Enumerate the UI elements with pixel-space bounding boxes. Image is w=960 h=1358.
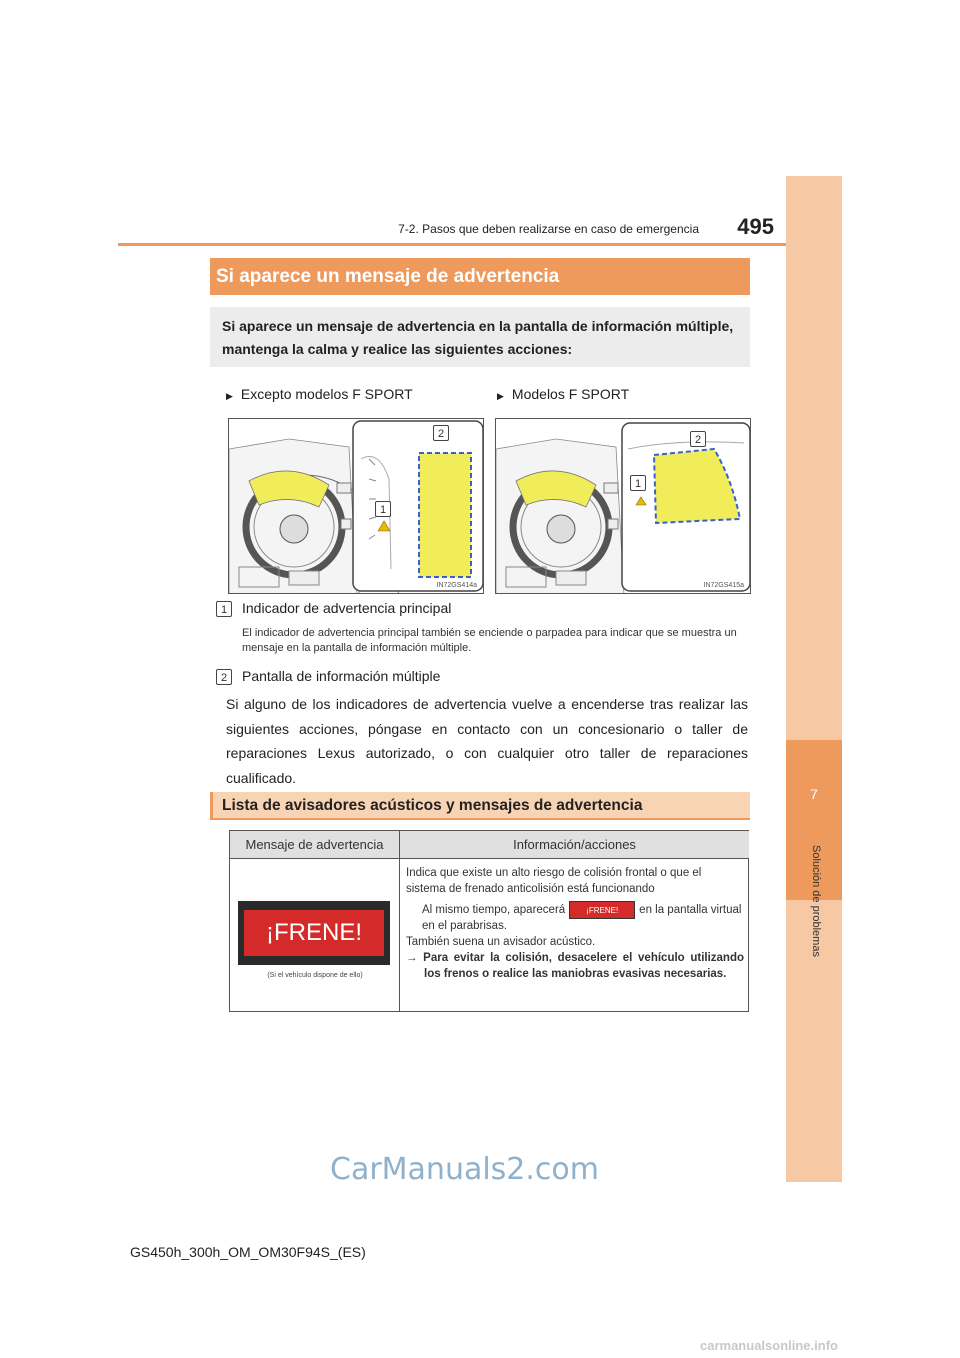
section-heading-warning-message: Si aparece un mensaje de advertencia [210, 258, 750, 295]
label-fsport-text: Modelos F SPORT [511, 386, 630, 402]
chapter-number: 7 [810, 786, 818, 802]
table-header-info: Información/acciones [400, 831, 749, 859]
dashboard-illustration-non-fsport [228, 418, 484, 594]
watermark-logo: CarManuals2.com [330, 1152, 600, 1187]
section-heading-warning-list: Lista de avisadores acústicos y mensajes de advertencia [210, 792, 750, 820]
chapter-label-container [806, 820, 826, 990]
callout-1-right: 1 [630, 475, 646, 491]
label-non-fsport [226, 386, 413, 402]
label-fsport [497, 386, 629, 402]
info-line-2 [406, 901, 744, 935]
table-info-cell [406, 866, 744, 982]
action-line [406, 951, 744, 982]
arrow-icon: → [406, 952, 418, 964]
footer-model-code: GS450h_300h_OM_OM30F94S_(ES) [130, 1244, 366, 1260]
triangle-bullet-icon: ▶ [226, 391, 233, 401]
triangle-bullet-icon: ▶ [497, 391, 504, 401]
dashboard-drawing-right [496, 419, 751, 594]
chapter-label: Solución de problemas [810, 845, 822, 957]
frene-inline-badge: ¡FRENE! [569, 901, 635, 919]
table-column-divider [399, 859, 400, 1012]
info-line-2b: en la pantalla virtual en el parabrisas. [422, 904, 742, 932]
page-number: 495 [737, 214, 774, 239]
action-text: Para evitar la colisión, desacelere el vehículo utilizando los frenos o realice las maniobras evasivas necesarias. [423, 952, 745, 980]
item2-callout: 2 [216, 669, 232, 685]
frene-availability-note: (Si el vehículo dispone de ello) [267, 972, 363, 979]
item1-title: Indicador de advertencia principal [242, 600, 452, 616]
callout-2-left: 2 [433, 425, 449, 441]
chapter-side-tab [786, 176, 842, 1182]
dashboard-drawing-left [229, 419, 484, 594]
item1-callout: 1 [216, 601, 232, 617]
header-rule [118, 243, 786, 246]
callout-2-right: 2 [690, 431, 706, 447]
info-line-1: Indica que existe un alto riesgo de colisión frontal o que el sistema de frenado anticolisión está funcionando [406, 867, 702, 895]
watermark-site: carmanualsonline.info [700, 1338, 838, 1353]
image-code-right: IN72GS415a [703, 582, 744, 589]
image-code-left: IN72GS414a [436, 582, 477, 589]
item1-description: El indicador de advertencia principal también se enciende o parpadea para indicar que se muestra un mensaje en la pantalla de información múltiple. [242, 627, 737, 654]
item2-title: Pantalla de información múltiple [242, 668, 441, 684]
info-line-3: También suena un avisador acústico. [406, 935, 596, 948]
heading-accent-bar [210, 792, 213, 820]
dashboard-illustration-fsport [495, 418, 751, 594]
warning-table [229, 830, 749, 1012]
frene-message-text: ¡FRENE! [244, 910, 384, 956]
frene-message-display [238, 901, 390, 965]
callout-1-left: 1 [375, 501, 391, 517]
table-header-message: Mensaje de advertencia [230, 831, 400, 859]
info-line-2a: Al mismo tiempo, aparecerá [422, 904, 566, 917]
instruction-paragraph: Si alguno de los indicadores de advertencia vuelve a encenderse tras realizar las siguientes acciones, póngase en contacto con un concesionario o taller de reparaciones Lexus autorizado, o con cualquier otro taller de reparaciones cualificado. [226, 696, 748, 786]
intro-box: Si aparece un mensaje de advertencia en la pantalla de información múltiple, mantenga la calma y realice las siguientes acciones: [210, 307, 750, 367]
label-non-fsport-text: Excepto modelos F SPORT [240, 386, 413, 402]
running-header-title: 7-2. Pasos que deben realizarse en caso de emergencia [398, 222, 699, 236]
